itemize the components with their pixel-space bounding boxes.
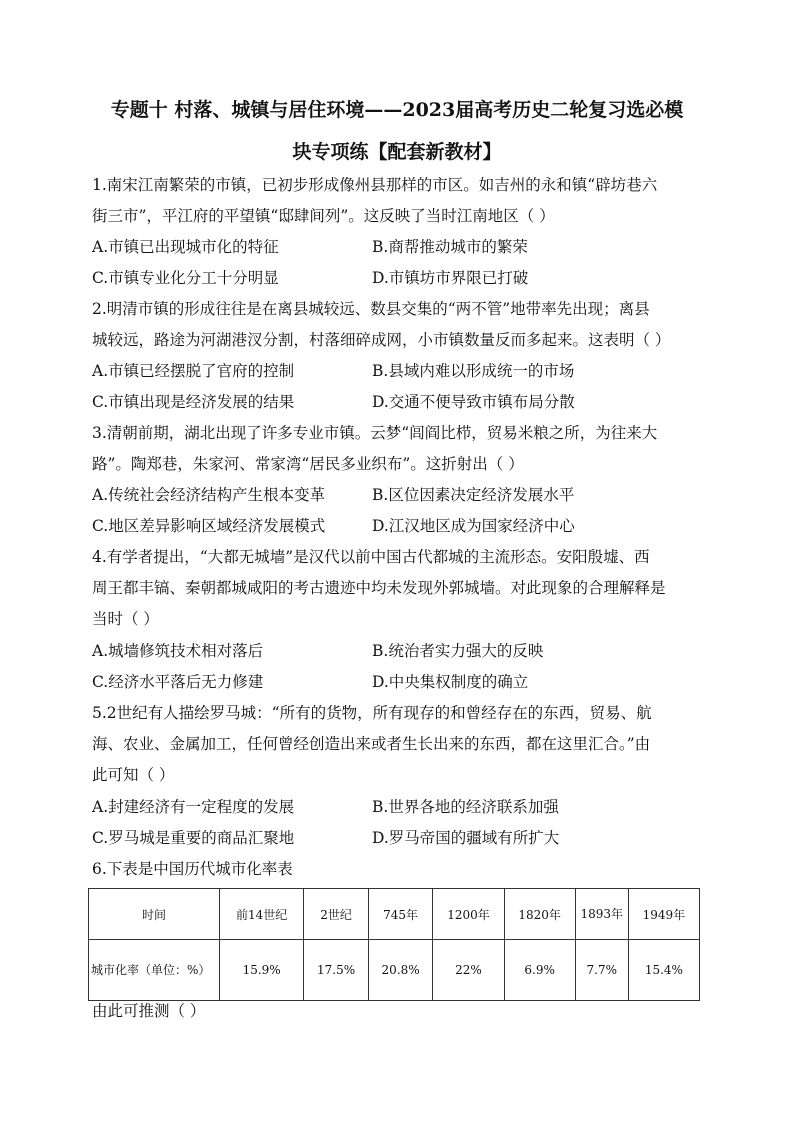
q3-option-a: A.传统社会经济结构产生根本变革 bbox=[92, 486, 326, 504]
q1-option-c: C.市镇专业化分工十分明显 bbox=[92, 269, 279, 287]
q4-stem-line-3: 当时（ ） bbox=[92, 610, 159, 628]
table-year-cell: 2世纪 bbox=[304, 889, 369, 940]
table-header-row bbox=[89, 889, 700, 940]
table-year-cell: 745年 bbox=[368, 889, 433, 940]
q5-option-d: D.罗马帝国的疆域有所扩大 bbox=[372, 829, 560, 847]
table-rate-cell: 6.9% bbox=[504, 940, 575, 1001]
q4-option-c: C.经济水平落后无力修建 bbox=[92, 673, 264, 691]
table-rate-cell: 22% bbox=[433, 940, 504, 1001]
q3-stem-line-2: 路”。陶郑巷，朱家河、常家湾“居民多业织布”。这折射出（ ） bbox=[92, 455, 524, 473]
document-title-line-2: 块专项练【配套新教材】 bbox=[292, 141, 502, 163]
q4-option-b: B.统治者实力强大的反映 bbox=[372, 642, 544, 660]
q4-stem-line-1: 4.有学者提出，“大都无城墙”是汉代以前中国古代都城的主流形态。安阳殷墟、西 bbox=[92, 548, 650, 566]
q5-option-c: C.罗马城是重要的商品汇聚地 bbox=[92, 829, 295, 847]
table-rate-cell: 15.4% bbox=[628, 940, 699, 1001]
table-data-row bbox=[89, 940, 700, 1001]
q4-option-d: D.中央集权制度的确立 bbox=[372, 673, 529, 691]
q1-option-b: B.商帮推动城市的繁荣 bbox=[372, 238, 528, 256]
document-title-line-1: 专题十 村落、城镇与居住环境——2023届高考历史二轮复习选必模 bbox=[110, 99, 684, 121]
q4-option-a: A.城墙修筑技术相对落后 bbox=[92, 642, 264, 660]
q2-option-d: D.交通不便导致市镇布局分散 bbox=[372, 393, 575, 411]
q2-stem-line-2: 城较远，路途为河湖港汊分割，村落细碎成网，小市镇数量反而多起来。这表明（ ） bbox=[92, 331, 671, 349]
q6-after-table: 由此可推测（ ） bbox=[92, 1002, 206, 1020]
q5-stem-line-3: 此可知（ ） bbox=[92, 766, 175, 784]
q3-stem-line-1: 3.清朝前期，湖北出现了许多专业市镇。云梦“闾阎比栉，贸易米粮之所，为往来大 bbox=[92, 424, 658, 442]
table-year-cell: 1200年 bbox=[433, 889, 504, 940]
table-year-cell: 1820年 bbox=[504, 889, 575, 940]
q1-option-a: A.市镇已出现城市化的特征 bbox=[92, 238, 279, 256]
q2-option-c: C.市镇出现是经济发展的结果 bbox=[92, 393, 295, 411]
table-year-cell: 前14世纪 bbox=[220, 889, 304, 940]
urbanization-rate-table bbox=[88, 888, 700, 1001]
q3-option-c: C.地区差异影响区域经济发展模式 bbox=[92, 517, 326, 535]
table-rate-cell: 7.7% bbox=[575, 940, 628, 1001]
q6-stem: 6.下表是中国历代城市化率表 bbox=[92, 860, 293, 878]
q5-stem-line-2: 海、农业、金属加工，任何曾经创造出来或者生长出来的东西，都在这里汇合。”由 bbox=[92, 735, 651, 753]
q1-option-d: D.市镇坊市界限已打破 bbox=[372, 269, 529, 287]
table-header-label: 时间 bbox=[89, 889, 220, 940]
q2-stem-line-1: 2.明清市镇的形成往往是在离县城较远、数县交集的“两不管”地带率先出现；离县 bbox=[92, 300, 650, 318]
q4-stem-line-2: 周王都丰镐、秦朝都城咸阳的考古遗迹中均未发现外郭城墙。对此现象的合理解释是 bbox=[92, 579, 666, 597]
table-year-cell: 1949年 bbox=[628, 889, 699, 940]
table-rate-cell: 20.8% bbox=[368, 940, 433, 1001]
table-rate-cell: 17.5% bbox=[304, 940, 369, 1001]
q3-option-d: D.江汉地区成为国家经济中心 bbox=[372, 517, 575, 535]
table-row-label: 城市化率（单位：%） bbox=[89, 940, 220, 1001]
q5-option-a: A.封建经济有一定程度的发展 bbox=[92, 798, 295, 816]
q5-option-b: B.世界各地的经济联系加强 bbox=[372, 798, 559, 816]
q5-stem-line-1: 5.2世纪有人描绘罗马城：“所有的货物，所有现存的和曾经存在的东西，贸易、航 bbox=[92, 704, 652, 722]
q3-option-b: B.区位因素决定经济发展水平 bbox=[372, 486, 575, 504]
q2-option-a: A.市镇已经摆脱了官府的控制 bbox=[92, 362, 295, 380]
q2-option-b: B.县域内难以形成统一的市场 bbox=[372, 362, 575, 380]
q1-stem-line-1: 1.南宋江南繁荣的市镇，已初步形成像州县那样的市区。如吉州的永和镇“辟坊巷六 bbox=[92, 176, 658, 194]
table-year-cell: 1893年 bbox=[575, 889, 628, 940]
q1-stem-line-2: 街三市”，平江府的平望镇“邸肆间列”。这反映了当时江南地区（ ） bbox=[92, 207, 555, 225]
table-rate-cell: 15.9% bbox=[220, 940, 304, 1001]
